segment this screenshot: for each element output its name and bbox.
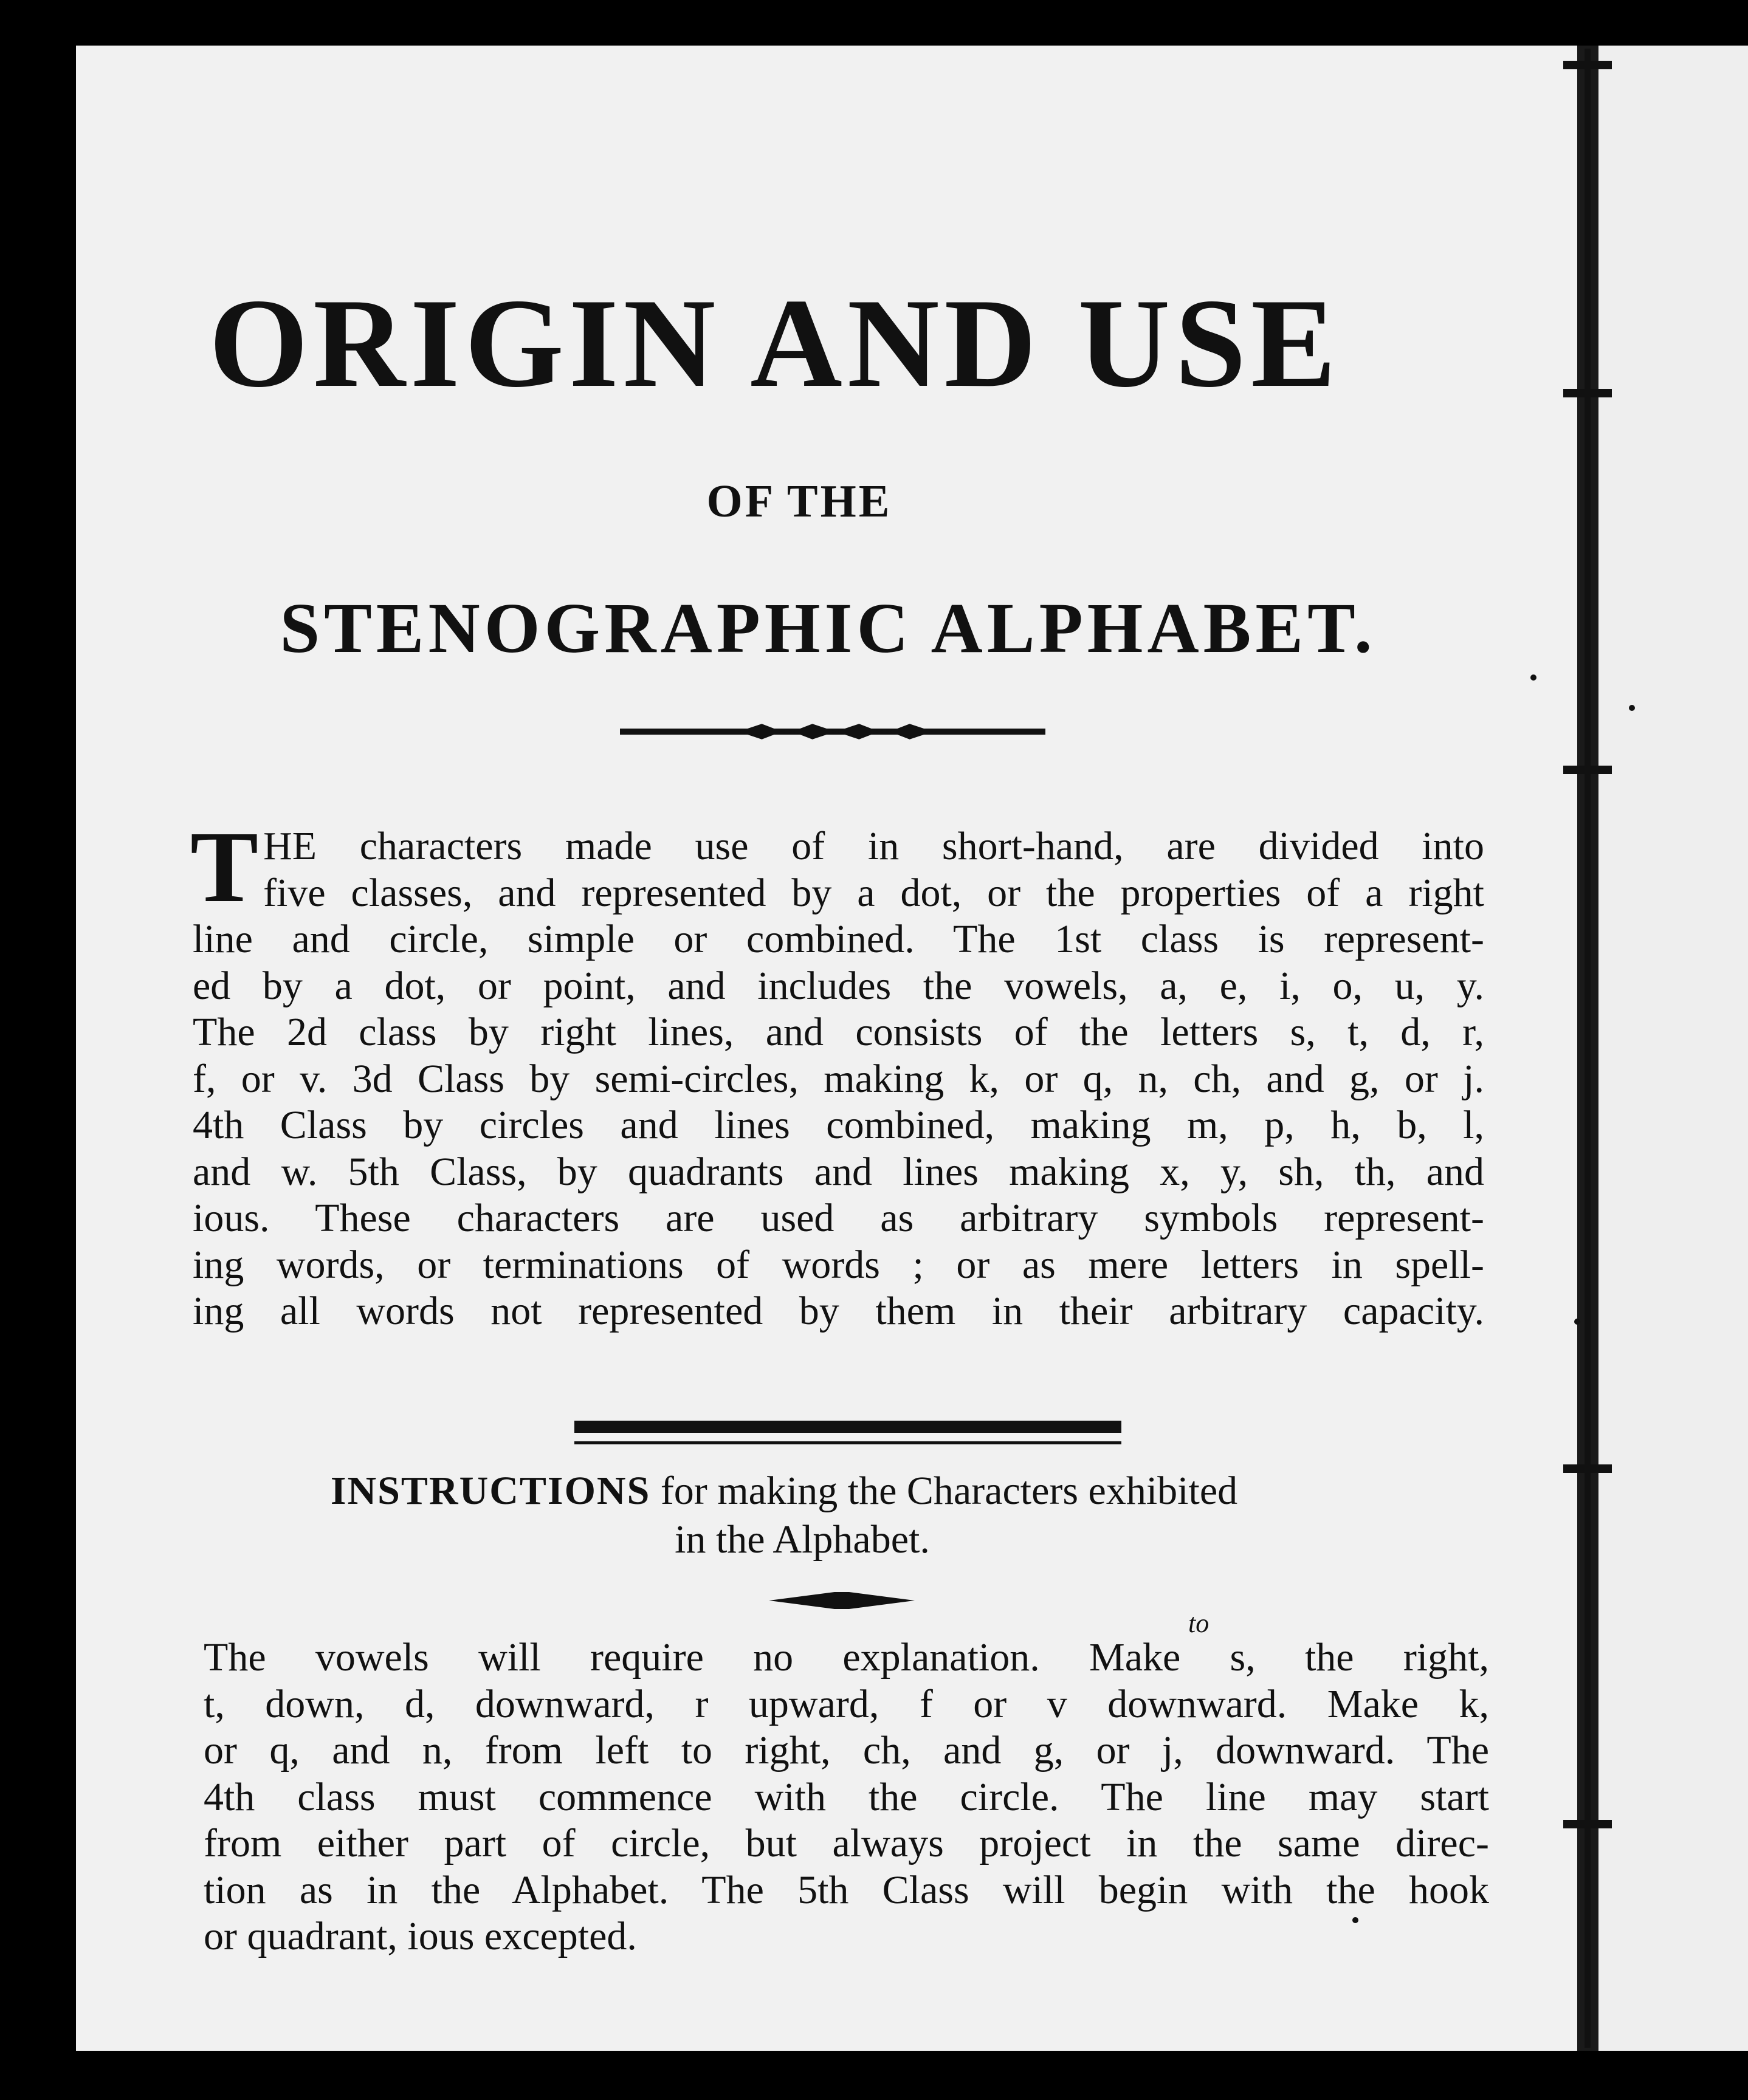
- instructions-heading: [76, 1467, 1577, 1515]
- stitch-knot: [1563, 61, 1612, 69]
- intro-line: ed by a dot, or point, and includes the vowels, a, e, i, o, u, y.: [193, 963, 1484, 1008]
- handwritten-insertion: to: [1188, 1608, 1209, 1638]
- instructions-heading-rest: for making the Characters exhibited: [650, 1469, 1238, 1513]
- instructions-heading-bold: INSTRUCTIONS: [330, 1469, 651, 1513]
- instructions-line: tion as in the Alphabet. The 5th Class will begin with the hook: [204, 1867, 1489, 1912]
- intro-paragraph: [190, 811, 1484, 1335]
- instructions-line: The vowels will require no explanation. Make s, the right,: [204, 1635, 1489, 1680]
- diamond-ornament: [769, 1592, 915, 1609]
- ink-speck: [1629, 705, 1635, 711]
- ink-speck: [1574, 1319, 1580, 1325]
- stitch-thread: [1585, 49, 1591, 2048]
- stitch-knot: [1563, 389, 1612, 397]
- intro-line: ing all words not represented by them in their arbitrary capacity.: [193, 1289, 1484, 1333]
- page-title: ORIGIN AND USE: [208, 273, 1341, 414]
- intro-line: f, or v. 3d Class by semi-circles, making k, or q, n, ch, and g, or j.: [193, 1056, 1484, 1101]
- page-subtitle: STENOGRAPHIC ALPHABET.: [280, 588, 1377, 668]
- instructions-line: from either part of circle, but always project in the same direc-: [204, 1821, 1489, 1865]
- instructions-line: or quadrant, ious excepted.: [204, 1914, 637, 1958]
- instructions-paragraph: [204, 1635, 1489, 1960]
- instructions-line: t, down, d, downward, r upward, f or v downward. Make k,: [204, 1681, 1489, 1726]
- drop-cap: T: [190, 811, 259, 924]
- section-rule-thin: [574, 1441, 1121, 1444]
- ink-speck: [1352, 1917, 1358, 1923]
- intro-line: 4th Class by circles and lines combined, making m, p, h, b, l,: [193, 1103, 1484, 1147]
- intro-line: HE characters made use of in short-hand, are divided into: [263, 824, 1484, 868]
- section-rule-thick: [574, 1421, 1121, 1433]
- intro-line: five classes, and represented by a dot, or the properties of a right: [263, 870, 1484, 915]
- document-page: [76, 46, 1577, 2051]
- intro-line: ing words, or terminations of words ; or as mere letters in spell-: [193, 1242, 1484, 1287]
- intro-line: ious. These characters are used as arbitrary symbols represent-: [193, 1196, 1484, 1240]
- ink-speck: [1530, 674, 1536, 681]
- facing-page-edge: [1598, 46, 1748, 2051]
- instructions-line: 4th class must commence with the circle. The line may start: [204, 1774, 1489, 1819]
- stitch-knot: [1563, 1820, 1612, 1828]
- title-connector: OF THE: [706, 476, 892, 527]
- stitch-knot: [1563, 1464, 1612, 1473]
- instructions-line: or q, and n, from left to right, ch, and g, or j, downward. The: [204, 1728, 1489, 1772]
- stitch-knot: [1563, 766, 1612, 774]
- intro-line: and w. 5th Class, by quadrants and lines making x, y, sh, th, and: [193, 1149, 1484, 1194]
- intro-line: line and circle, simple or combined. The 1st class is represent-: [193, 917, 1484, 961]
- instructions-subheading: in the Alphabet.: [675, 1517, 930, 1562]
- intro-line: The 2d class by right lines, and consists of the letters s, t, d, r,: [193, 1010, 1484, 1054]
- ornament-flourish: [738, 722, 933, 741]
- binding-stitching: [1583, 49, 1592, 2048]
